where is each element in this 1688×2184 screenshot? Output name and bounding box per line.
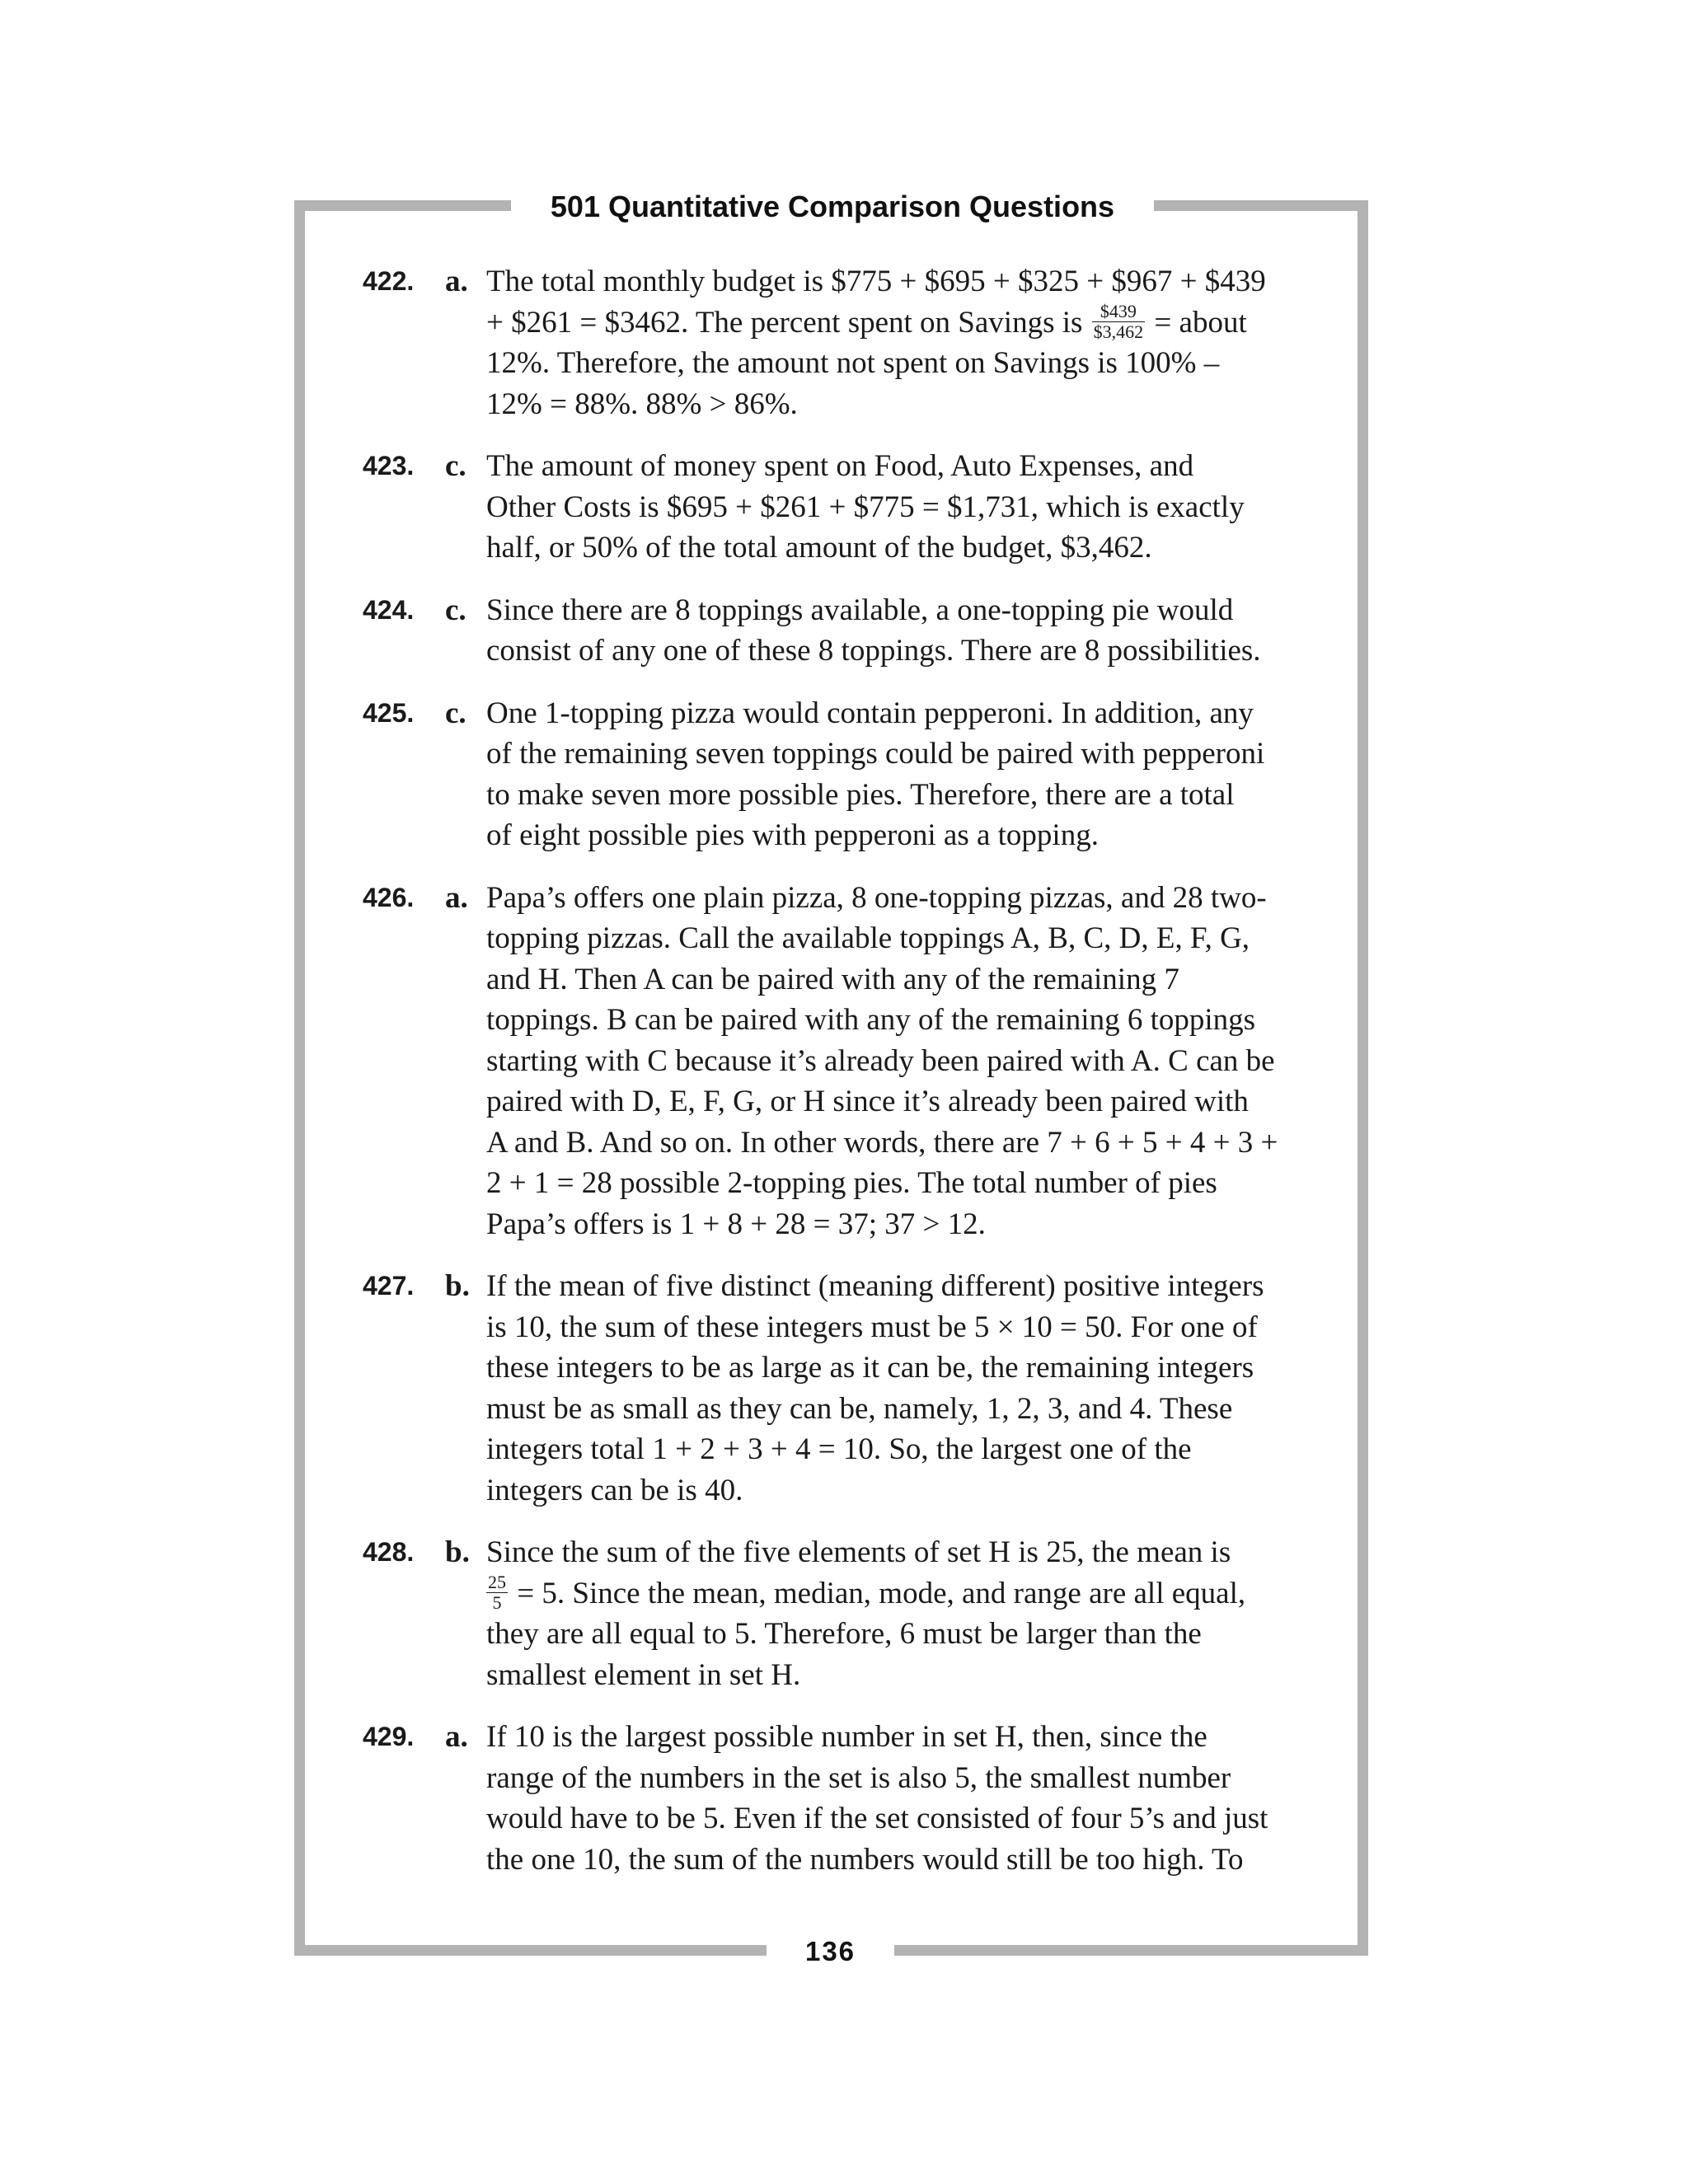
answer-line: topping pizzas. Call the available toppings A, B, C, D, E, F, G, [486,921,1250,955]
page-header: 501 Quantitative Comparison Questions [511,186,1154,227]
answer-line: and H. Then A can be paired with any of the remaining 7 [486,962,1179,996]
answer-line: If the mean of five distinct (meaning different) positive integers [486,1269,1264,1303]
answer-line: of the remaining seven toppings could be paired with pepperoni [486,737,1265,771]
fraction-denominator: 5 [492,1591,502,1613]
answer-number: 423. [363,451,415,480]
answer-422 [363,261,1315,424]
answer-line: integers total 1 + 2 + 3 + 4 = 10. So, the largest one of the [486,1432,1192,1466]
fraction-numerator: $439 [1092,302,1146,322]
answer-choice: c. [445,593,467,627]
answer-line: range of the numbers in the set is also 5, the smallest number [486,1760,1231,1795]
answer-number: 427. [363,1271,415,1301]
answer-choice: b. [445,1535,470,1569]
answer-424 [363,590,1315,672]
answer-choice: c. [445,449,467,483]
answer-line: 12%. Therefore, the amount not spent on Savings is 100% – [486,346,1220,380]
answer-429 [363,1717,1315,1880]
fraction-numerator: 25 [488,1571,506,1592]
answer-line: must be as small as they can be, namely, 1, 2, 3, and 4. These [486,1391,1233,1426]
answer-choice: a. [445,880,468,915]
answer-line: would have to be 5. Even if the set consisted of four 5’s and just [486,1802,1268,1835]
answer-423 [363,446,1315,569]
answer-line: The total monthly budget is $775 + $695 + $325 + $967 + $439 [486,265,1266,298]
answer-choice: b. [445,1269,470,1303]
answer-line: The amount of money spent on Food, Auto Expenses, and [486,449,1194,483]
answer-choice: a. [445,1720,468,1754]
answer-427 [363,1266,1315,1511]
answer-text: = 5. Since the mean, median, mode, and range are all equal, [517,1576,1246,1610]
page-number: 136 [767,1929,894,1975]
answer-line: One 1-topping pizza would contain pepperoni. In addition, any [486,696,1254,730]
answer-426 [363,878,1315,1245]
answer-line: If 10 is the largest possible number in set H, then, since the [486,1720,1207,1754]
answer-list [363,261,1315,1901]
answer-line: 12% = 88%. 88% > 86%. [486,387,798,421]
fraction [486,1573,508,1612]
answer-line-with-fraction [486,1573,1315,1615]
answer-line: toppings. B can be paired with any of the remaining 6 toppings [486,1003,1256,1037]
answer-line: half, or 50% of the total amount of the budget, $3,462. [486,531,1152,565]
answer-line: to make seven more possible pies. Therefore, there are a total [486,777,1235,812]
answer-choice: a. [445,265,468,298]
answer-line: 2 + 1 = 28 possible 2-topping pies. The total number of pies [486,1166,1217,1200]
answer-line: of eight possible pies with pepperoni as a topping. [486,818,1099,852]
answer-number: 429. [363,1722,415,1751]
answer-choice: c. [445,696,467,730]
answer-line: Other Costs is $695 + $261 + $775 = $1,731, which is exactly [486,490,1245,524]
answer-line: Papa’s offers is 1 + 8 + 28 = 37; 37 > 12. [486,1207,986,1241]
answer-number: 426. [363,882,415,912]
answer-line: Since there are 8 toppings available, a one-topping pie would [486,593,1234,627]
answer-line: Since the sum of the five elements of set H is 25, the mean is [486,1535,1231,1569]
answer-line: A and B. And so on. In other words, there are 7 + 6 + 5 + 4 + 3 + [486,1125,1278,1160]
answer-line: the one 10, the sum of the numbers would still be too high. To [486,1842,1244,1877]
answer-number: 424. [363,594,415,625]
answer-line: they are all equal to 5. Therefore, 6 must be larger than the [486,1617,1202,1651]
fraction-denominator: $3,462 [1093,321,1144,342]
answer-428 [363,1532,1315,1695]
fraction [1092,302,1146,341]
answer-425 [363,693,1315,856]
answer-line: consist of any one of these 8 toppings. There are 8 possibilities. [486,634,1261,668]
answer-text: = about [1154,305,1247,340]
answer-line: starting with C because it’s already been paired with A. C can be [486,1043,1275,1078]
answer-number: 428. [363,1537,415,1567]
answer-line: integers can be is 40. [486,1473,743,1507]
answer-line: these integers to be as large as it can be, the remaining integers [486,1351,1254,1385]
answer-line: is 10, the sum of these integers must be 5 × 10 = 50. For one of [486,1310,1258,1344]
answer-line: paired with D, E, F, G, or H since it’s already been paired with [486,1085,1249,1118]
answer-line-with-fraction [486,302,1315,344]
answer-number: 422. [363,266,415,296]
answer-line: Papa’s offers one plain pizza, 8 one-topping pizzas, and 28 two- [486,880,1267,915]
answer-text: + $261 = $3462. The percent spent on Savings is [486,305,1083,340]
answer-number: 425. [363,697,415,728]
answer-line: smallest element in set H. [486,1657,801,1692]
